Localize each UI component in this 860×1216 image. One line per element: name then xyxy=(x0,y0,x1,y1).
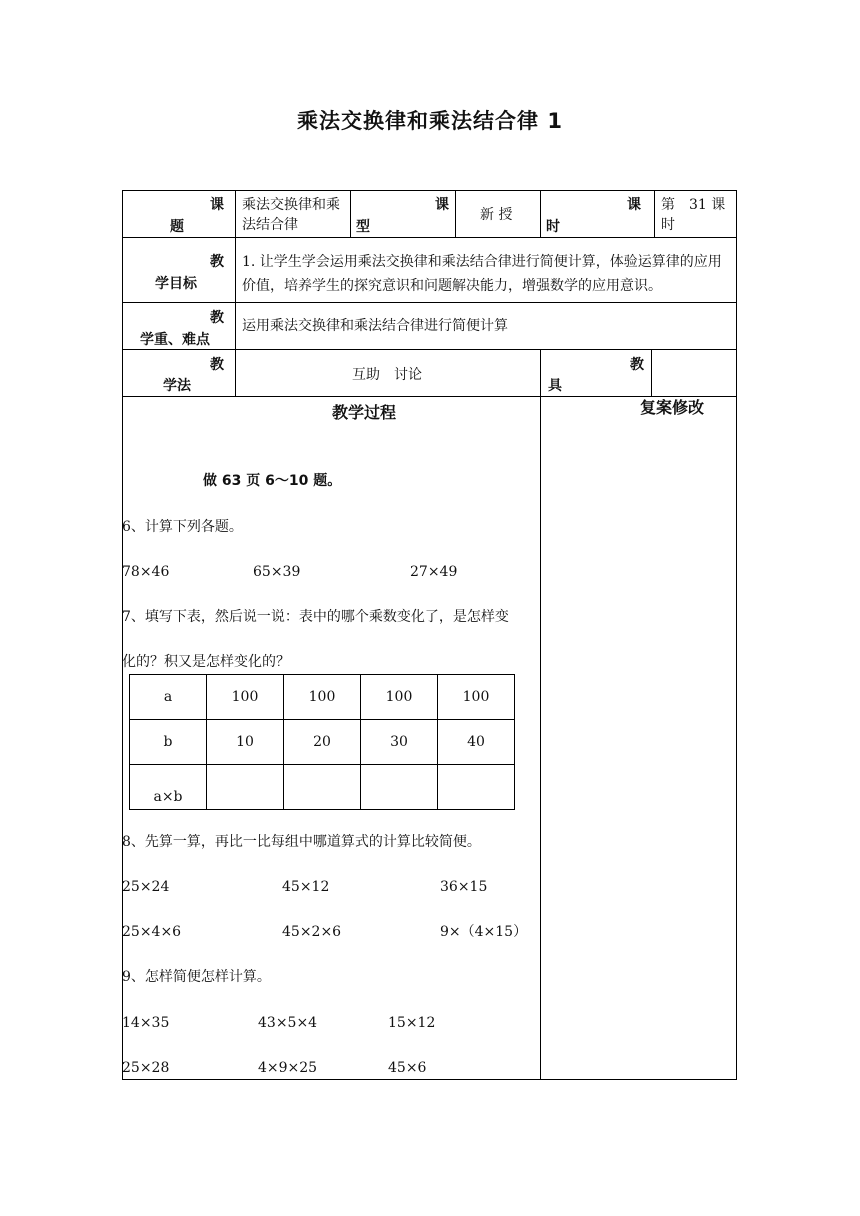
question-8: 8、先算一算，再比一比每组中哪道算式的计算比较简便。 xyxy=(122,834,481,850)
goals-label-top: 教 xyxy=(210,254,224,270)
col-divider xyxy=(540,190,541,237)
question-7-line1: 7、填写下表，然后说一说：表中的哪个乘数变化了，是怎样变 xyxy=(122,609,509,625)
q6-item: 27×49 xyxy=(410,564,458,580)
row-divider xyxy=(122,396,737,397)
col-divider xyxy=(350,190,351,237)
type-label-bottom: 型 xyxy=(356,219,370,235)
q8-item: 9×（4×15） xyxy=(440,924,528,940)
method-text: 互助 讨论 xyxy=(352,367,422,383)
row-divider xyxy=(122,349,737,350)
table-cell: a xyxy=(130,675,207,720)
q9-item: 14×35 xyxy=(122,1015,170,1031)
table-row xyxy=(130,720,515,765)
q9-item: 43×5×4 xyxy=(258,1015,318,1031)
q8-item: 45×12 xyxy=(282,879,330,895)
col-divider xyxy=(540,349,541,1080)
q8-item: 25×4×6 xyxy=(122,924,182,940)
period-label-bottom: 时 xyxy=(546,219,560,235)
table-cell xyxy=(207,765,284,810)
q6-item: 78×46 xyxy=(122,564,170,580)
q8-item: 36×15 xyxy=(440,879,488,895)
type-value: 新 授 xyxy=(480,207,513,223)
table-cell xyxy=(438,765,515,810)
tools-label-bottom: 具 xyxy=(548,378,562,394)
exercise-intro: 做 63 页 6～10 题。 xyxy=(203,473,342,489)
col-divider xyxy=(654,190,655,237)
q6-item: 65×39 xyxy=(253,564,301,580)
table-cell: 40 xyxy=(438,720,515,765)
q9-item: 25×28 xyxy=(122,1060,170,1076)
method-label-bottom: 学法 xyxy=(163,378,191,394)
tools-label-top: 教 xyxy=(630,357,644,373)
table-row xyxy=(130,675,515,720)
goals-label-bottom: 学目标 xyxy=(155,276,197,292)
key-points-label-top: 教 xyxy=(210,310,224,326)
table-cell: 20 xyxy=(284,720,361,765)
q9-item: 15×12 xyxy=(388,1015,436,1031)
question-9: 9、怎样简便怎样计算。 xyxy=(122,969,271,985)
period-value: 第 31 课时 xyxy=(661,197,726,233)
table-row xyxy=(130,765,515,810)
row-divider xyxy=(122,302,737,303)
table-cell: 10 xyxy=(207,720,284,765)
table-cell: 30 xyxy=(361,720,438,765)
period-label-top: 课 xyxy=(627,197,641,213)
q9-item: 4×9×25 xyxy=(258,1060,318,1076)
table-cell: b xyxy=(130,720,207,765)
col-divider xyxy=(455,190,456,237)
table-cell: 100 xyxy=(361,675,438,720)
question-6: 6、计算下列各题。 xyxy=(122,519,243,535)
question-7-line2: 化的？积又是怎样变化的？ xyxy=(122,654,290,670)
q8-item: 45×2×6 xyxy=(282,924,342,940)
q8-item: 25×24 xyxy=(122,879,170,895)
row-divider xyxy=(122,237,737,238)
exercise-table xyxy=(129,674,515,810)
goals-text: 1. 让学生学会运用乘法交换律和乘法结合律进行简便计算，体验运算律的应用价值，培养学生的探究意识和问题解决能力，增强数学的应用意识。 xyxy=(242,254,722,294)
topic-label-top: 课 xyxy=(210,197,224,213)
page-title: 乘法交换律和乘法结合律 1 xyxy=(297,109,563,133)
table-cell: a×b xyxy=(130,765,207,810)
key-points-text: 运用乘法交换律和乘法结合律进行简便计算 xyxy=(242,318,508,334)
topic-label-bottom: 题 xyxy=(170,219,184,235)
type-label-top: 课 xyxy=(435,197,449,213)
q9-item: 45×6 xyxy=(388,1060,427,1076)
key-points-label-bottom: 学重、难点 xyxy=(140,332,210,348)
method-label-top: 教 xyxy=(210,357,224,373)
table-cell xyxy=(361,765,438,810)
topic-value: 乘法交换律和乘法结合律 xyxy=(242,197,340,233)
col-divider xyxy=(235,190,236,396)
table-cell: 100 xyxy=(207,675,284,720)
table-cell xyxy=(284,765,361,810)
table-cell: 100 xyxy=(284,675,361,720)
table-cell: 100 xyxy=(438,675,515,720)
process-heading: 教学过程 xyxy=(332,403,397,422)
col-divider xyxy=(651,349,652,396)
revision-heading: 复案修改 xyxy=(640,398,705,417)
